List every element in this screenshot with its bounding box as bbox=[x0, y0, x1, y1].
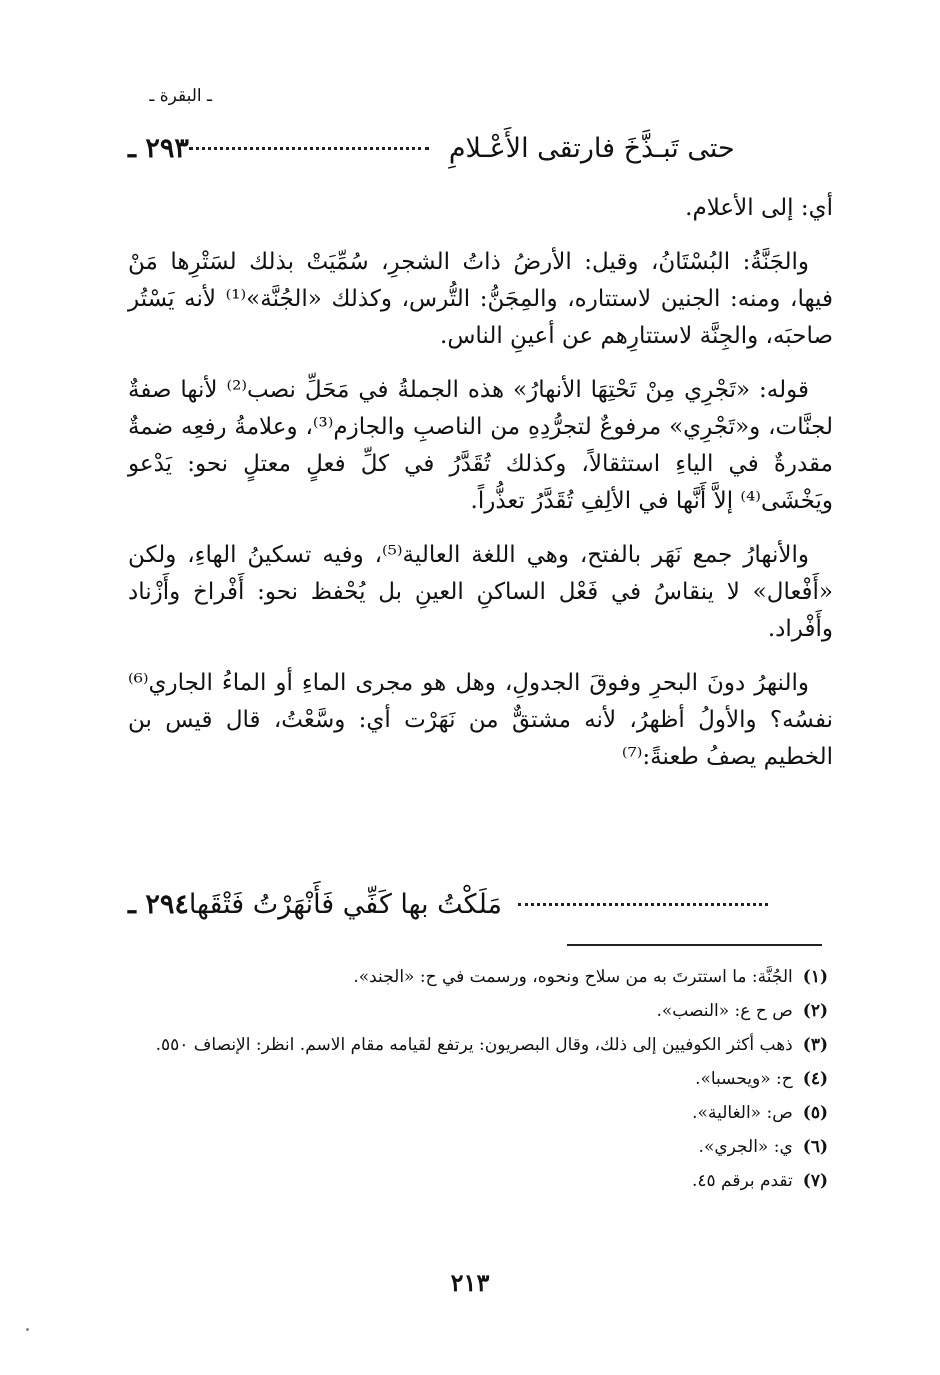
paragraph: والأنهارُ جمع نَهَر بالفتح، وهي اللغة العالية⁽⁵⁾، وفيه تسكينُ الهاءِ، ولكن «أَفْعال» لا ينقاسُ في فَعْل الساكنِ العينِ بل يُحْفظ نحو: أَفْراخ وأَزْناد وأَفْراد. bbox=[128, 542, 833, 642]
page-number: ٢١٣ bbox=[450, 1268, 490, 1297]
footnote bbox=[128, 994, 828, 1028]
footnote-number: (٥) bbox=[802, 1103, 828, 1123]
verse-number: ٢٩٣ ـ bbox=[128, 132, 189, 164]
footnote bbox=[128, 1096, 828, 1130]
footnote-number: (٢) bbox=[802, 1001, 828, 1021]
footnote-text: الجُنَّة: ما استترتَ به من سلاح ونحوه، ورسمت في ح: «الجند». bbox=[353, 967, 793, 987]
verse-dots bbox=[518, 903, 768, 906]
footnote-text: ح: «ويحسبا». bbox=[695, 1069, 793, 1089]
paragraph: أي: إلى الأعلام. bbox=[685, 195, 833, 221]
footnote bbox=[128, 1062, 828, 1096]
verse-dots bbox=[189, 147, 429, 150]
paragraph: والنهرُ دونَ البحرِ وفوقَ الجدولِ، وهل هو مجرى الماءِ أو الماءُ الجاري⁽⁶⁾ نفسُه؟ والأولُ أظهرُ، لأنه مشتقٌّ من نَهَرْت أي: وسَّعْتُ، قال قيس بن الخطيم يصفُ طعنةً:⁽⁷⁾ bbox=[128, 670, 833, 770]
verse-294-line bbox=[128, 884, 828, 924]
footnote-text: ذهب أكثر الكوفيين إلى ذلك، وقال البصريون: يرتفع لقيامه مقام الاسم. انظر: الإنصاف ٥٥٠. bbox=[155, 1035, 793, 1055]
footnote-number: (٧) bbox=[802, 1171, 828, 1191]
footnote-number: (٤) bbox=[802, 1069, 828, 1089]
footnotes bbox=[128, 960, 828, 1198]
footnote bbox=[128, 960, 828, 994]
footnote-text: تقدم برقم ٤٥. bbox=[691, 1171, 793, 1191]
footnote bbox=[128, 1028, 828, 1062]
verse-text: حتى تَبـذَّخَ فارتقى الأَعْـلامِ bbox=[448, 132, 735, 164]
footnote-text: ص: «الغالية». bbox=[692, 1103, 793, 1123]
footnote-divider bbox=[567, 944, 822, 946]
scan-speck bbox=[26, 1328, 29, 1331]
footnote-number: (٦) bbox=[802, 1137, 828, 1157]
footnote bbox=[128, 1130, 828, 1164]
verse-number: ٢٩٤ ـ bbox=[128, 888, 189, 920]
footnote-text: ي: «الجري». bbox=[698, 1137, 793, 1157]
verse-text: مَلَكْتُ بها كَفِّي فَأَنْهَرْتُ فَتْقَها bbox=[188, 888, 502, 920]
footnote-text: ص ح ع: «النصب». bbox=[656, 1001, 793, 1021]
verse-293-line bbox=[128, 128, 828, 168]
paragraph: قوله: «تَجْرِي مِنْ تَحْتِهَا الأنهارُ» هذه الجملةُ في مَحَلِّ نصب⁽²⁾ لأنها صفةٌ لجنَّات، و«تَجْرِي» مرفوعٌ لتجرُّدِهِ من الناصبِ والجازم⁽³⁾، وعلامةُ رفعِه ضمةٌ مقدرةٌ في الياءِ استثقالاً، وكذلك تُقَدَّرُ في كلِّ فعلٍ معتلٍ نحو: يَدْعو ويَخْشَى⁽⁴⁾ إلاَّ أَنَّها في الألِفِ تُقَدَّرُ تعذُّراً. bbox=[128, 377, 833, 514]
commentary-body bbox=[128, 190, 833, 776]
footnote-number: (٣) bbox=[802, 1035, 828, 1055]
surah-header: ـ البقرة ـ bbox=[149, 86, 212, 106]
footnote bbox=[128, 1164, 828, 1198]
paragraph: والجَنَّةُ: البُسْتَانُ، وقيل: الأرضُ ذاتُ الشجرِ، سُمِّيَتْ بذلك لسَتْرِها مَنْ فيها، ومنه: الجنين لاستتاره، والمِجَنُّ: التُّرس، وكذلك «الجُنَّة»⁽¹⁾ لأنه يَسْتُر صاحبَه، والجِنَّة لاستتارِهم عن أعينِ الناس. bbox=[128, 249, 833, 349]
footnote-number: (١) bbox=[802, 967, 828, 987]
